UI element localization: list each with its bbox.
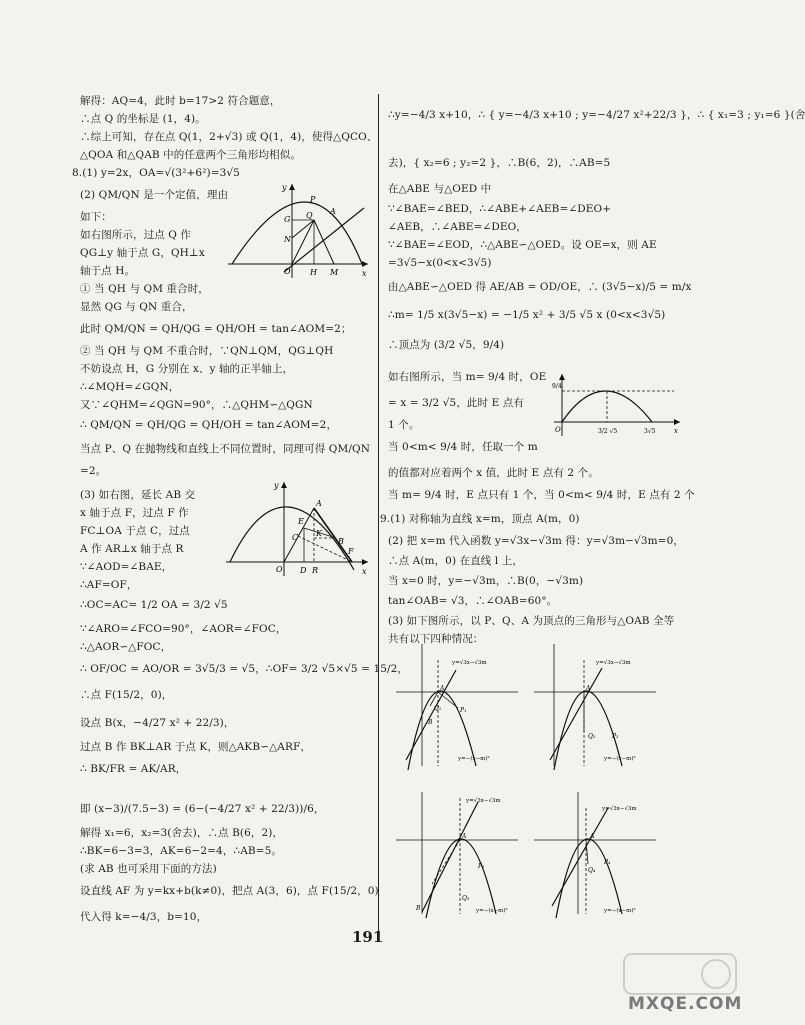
svg-text:O: O <box>284 267 291 276</box>
svg-text:F: F <box>348 547 354 556</box>
text-line: (3) 如右图，延长 AB 交 <box>80 489 196 501</box>
text-line: △QOA 和△QAB 中的任意两个三角形均相似。 <box>80 149 301 161</box>
text-line: 1 个。 <box>388 419 420 431</box>
text-line: 当 x=0 时，y=−√3m，∴B(0，−√3m) <box>388 575 584 587</box>
text-line: 当 m= 9/4 时，E 点只有 1 个，当 0<m< 9/4 时，E 点有 2 个 <box>388 489 695 501</box>
svg-text:A: A <box>586 685 591 692</box>
text-line: 过点 B 作 BK⊥AR 于点 K，则△AKB∽△ARF， <box>80 741 311 753</box>
text-line: 如下： <box>80 211 112 223</box>
text-line: ② 当 QH 与 QM 不重合时，∵QN⊥QM，QG⊥QH <box>80 345 334 357</box>
text-line: ∴点 Q 的坐标是 (1，4)。 <box>80 113 206 125</box>
text-line: 即 (x−3)/(7.5−3) = (6−(−4/27 x² + 22/3))/6， <box>80 803 325 815</box>
text-line: tan∠OAB= √3，∴∠OAB=60°。 <box>388 595 558 607</box>
svg-text:y=√3x−√3m: y=√3x−√3m <box>602 806 637 812</box>
text-line: 共有以下四种情况： <box>388 633 484 645</box>
text-line: (求 AB 也可采用下面的方法) <box>80 863 217 875</box>
text-line: 解得：AQ=4，此时 b=17>2 符合题意， <box>80 95 281 107</box>
svg-text:x: x <box>674 427 678 435</box>
svg-text:B: B <box>338 537 344 546</box>
text-line: 不妨设点 H，G 分别在 x、y 轴的正半轴上， <box>80 363 294 375</box>
figure-8-2 <box>222 180 370 284</box>
text-line: 9.(1) 对称轴为直线 x=m，顶点 A(m，0) <box>380 513 580 525</box>
figure-9-case-3 <box>392 788 522 922</box>
text-line: ∴点 A(m，0) 在直线 l 上， <box>388 555 523 567</box>
text-line: ∴ QM/QN = QH/QG = QH/OH = tan∠AOM=2， <box>80 419 338 431</box>
svg-text:y=−(x−m)²: y=−(x−m)² <box>604 756 636 762</box>
text-line: QG⊥y 轴于点 G，QH⊥x <box>80 247 205 259</box>
svg-text:N: N <box>284 235 291 244</box>
svg-text:y=√3x−√3m: y=√3x−√3m <box>596 660 631 666</box>
svg-text:P₁: P₁ <box>460 707 467 714</box>
text-line: =2。 <box>80 465 107 477</box>
text-line: 当点 P、Q 在抛物线和直线上不同位置时，同理可得 QM/QN <box>80 443 370 455</box>
text-line: ∴△AOR∽△FOC， <box>80 641 172 653</box>
text-line: FC⊥OA 于点 C，过点 <box>80 525 190 537</box>
text-line: (2) 把 x=m 代入函数 y=√3x−√3m 得：y=√3m−√3m=0， <box>388 535 684 547</box>
text-line: ① 当 QH 与 QM 重合时， <box>80 283 209 295</box>
svg-text:3√5: 3√5 <box>644 428 656 435</box>
text-line: 解得 x₁=6，x₂=3(舍去)，∴点 B(6，2)， <box>80 827 284 839</box>
text-line: 的值都对应着两个 x 值，此时 E 点有 2 个。 <box>388 467 599 479</box>
figure-m-graph <box>552 370 682 444</box>
text-line: ∵∠BAE=∠EOD，∴△ABE∽△OED。设 OE=x，则 AE <box>388 239 657 251</box>
text-line: 又∵∠QHM=∠QGN=90°，∴△QHM∽△QGN <box>80 399 313 411</box>
text-line: ∴y=−4/3 x+10，∴ { y=−4/3 x+10 ; y=−4/27 x²+22/3 }，∴ { x₁=3 ; y₁=6 }(舍 <box>388 109 805 121</box>
page-number: 191 <box>352 928 384 946</box>
svg-text:E: E <box>298 517 304 526</box>
figure-9-case-1 <box>392 640 522 774</box>
svg-text:y=−(x−m)²: y=−(x−m)² <box>458 756 490 762</box>
svg-text:B: B <box>416 905 421 912</box>
text-line: ∴BK=6−3=3，AK=6−2=4，∴AB=5。 <box>80 845 282 857</box>
text-line: (3) 如下图所示，以 P、Q、A 为顶点的三角形与△OAB 全等 <box>388 615 675 627</box>
text-line: 由△ABE∽△OED 得 AE/AB = OD/OE，∴ (3√5−x)/5 = m/x <box>388 281 692 293</box>
text-line: A 作 AR⊥x 轴于点 R <box>80 543 184 555</box>
text-line: 代入得 k=−4/3，b=10， <box>80 911 208 923</box>
svg-text:D: D <box>300 566 307 575</box>
svg-text:A: A <box>330 207 336 216</box>
text-line: 去)，{ x₂=6 ; y₂=2 }，∴B(6，2)，∴AB=5 <box>388 157 611 169</box>
svg-text:P₄: P₄ <box>604 859 611 866</box>
svg-text:O: O <box>555 426 561 434</box>
text-line: ∴m= 1/5 x(3√5−x) = −1/5 x² + 3/5 √5 x (0<x<3√5) <box>388 309 666 321</box>
svg-text:A: A <box>590 833 595 840</box>
column-divider <box>378 94 379 934</box>
svg-text:H: H <box>310 268 317 277</box>
text-line: 显然 QG 与 QN 重合， <box>80 301 193 313</box>
svg-text:y=√3x−√3m: y=√3x−√3m <box>452 660 487 666</box>
text-line: ∴OC=AC= 1/2 OA = 3/2 √5 <box>80 599 228 611</box>
svg-text:A: A <box>462 833 467 840</box>
svg-text:Q₄: Q₄ <box>588 867 596 874</box>
text-line: ∵∠BAE=∠BED，∴∠ABE+∠AEB=∠DEO+ <box>388 203 612 215</box>
svg-text:A: A <box>440 685 445 692</box>
svg-text:K: K <box>316 529 322 538</box>
svg-text:P₃: P₃ <box>478 863 485 870</box>
svg-text:Q: Q <box>306 211 313 220</box>
svg-text:y=−(x−m)²: y=−(x−m)² <box>476 908 508 914</box>
text-line: ∴∠MQH=∠GQN， <box>80 381 180 393</box>
svg-text:C: C <box>292 533 299 542</box>
svg-text:G: G <box>284 215 291 224</box>
text-line: x 轴于点 F，过点 F 作 <box>80 507 189 519</box>
svg-text:3/2 √5: 3/2 √5 <box>598 428 618 435</box>
svg-text:M: M <box>330 268 339 277</box>
text-line: 8.(1) y=2x，OA=√(3²+6²)=3√5 <box>72 167 240 179</box>
watermark-text: MXQE.COM <box>628 994 743 1014</box>
svg-text:O: O <box>276 565 283 574</box>
text-line: 轴于点 H。 <box>80 265 136 277</box>
svg-text:R: R <box>312 566 319 575</box>
text-line: 设直线 AF 为 y=kx+b(k≠0)，把点 A(3，6)，点 F(15/2，0) <box>80 885 379 897</box>
text-line: ∴ BK/FR = AK/AR， <box>80 763 187 775</box>
text-line: ∵∠ARO=∠FCO=90°，∠AOR=∠FOC， <box>80 623 287 635</box>
text-line: 在△ABE 与△OED 中 <box>388 183 492 195</box>
text-line: (2) QM/QN 是一个定值，理由 <box>80 189 229 201</box>
text-line: ∵∠AOD=∠BAE， <box>80 561 173 573</box>
svg-text:Q₁: Q₁ <box>434 705 442 712</box>
figure-9-case-4 <box>530 788 660 922</box>
text-line: 如右图所示，过点 Q 作 <box>80 229 191 241</box>
text-line: = x = 3/2 √5，此时 E 点有 <box>388 397 524 409</box>
svg-text:y=√3x−√3m: y=√3x−√3m <box>466 798 501 804</box>
figure-9-case-2 <box>530 640 660 774</box>
text-line: ∴顶点为 (3/2 √5，9/4) <box>388 339 505 351</box>
svg-text:Q₃: Q₃ <box>462 895 470 902</box>
svg-text:y=−(x−m)²: y=−(x−m)² <box>604 908 636 914</box>
text-line: ∴ OF/OC = AO/OR = 3√5/3 = √5，∴OF= 3/2 √5×√5 = 15/2， <box>80 663 409 675</box>
text-line: ∴点 F(15/2，0)， <box>80 689 173 701</box>
text-line: 设点 B(x，−4/27 x² + 22/3)， <box>80 717 235 729</box>
svg-text:9/4: 9/4 <box>552 383 562 390</box>
svg-text:P: P <box>310 195 316 204</box>
text-line: 当 0<m< 9/4 时，任取一个 m <box>388 441 538 453</box>
svg-text:y: y <box>274 481 279 490</box>
figure-8-3 <box>222 478 370 582</box>
text-line: ∴综上可知，存在点 Q(1，2+√3) 或 Q(1，4)，使得△QCO、 <box>80 131 378 143</box>
svg-text:P₂: P₂ <box>612 733 619 740</box>
svg-text:x: x <box>362 567 367 576</box>
text-line: ∴AF=OF， <box>80 579 138 591</box>
text-line: 此时 QM/QN = QH/QG = QH/OH = tan∠AOM=2； <box>80 323 352 335</box>
svg-text:Q₂: Q₂ <box>588 733 596 740</box>
text-line: =3√5−x(0<x<3√5) <box>388 257 492 269</box>
svg-text:x: x <box>362 269 367 278</box>
fig-label: y <box>282 183 287 192</box>
text-line: 如右图所示，当 m= 9/4 时，OE <box>388 371 547 383</box>
svg-text:B: B <box>428 719 433 726</box>
svg-text:A: A <box>316 499 322 508</box>
text-line: ∠AEB，∴∠ABE=∠DEO， <box>388 221 527 233</box>
